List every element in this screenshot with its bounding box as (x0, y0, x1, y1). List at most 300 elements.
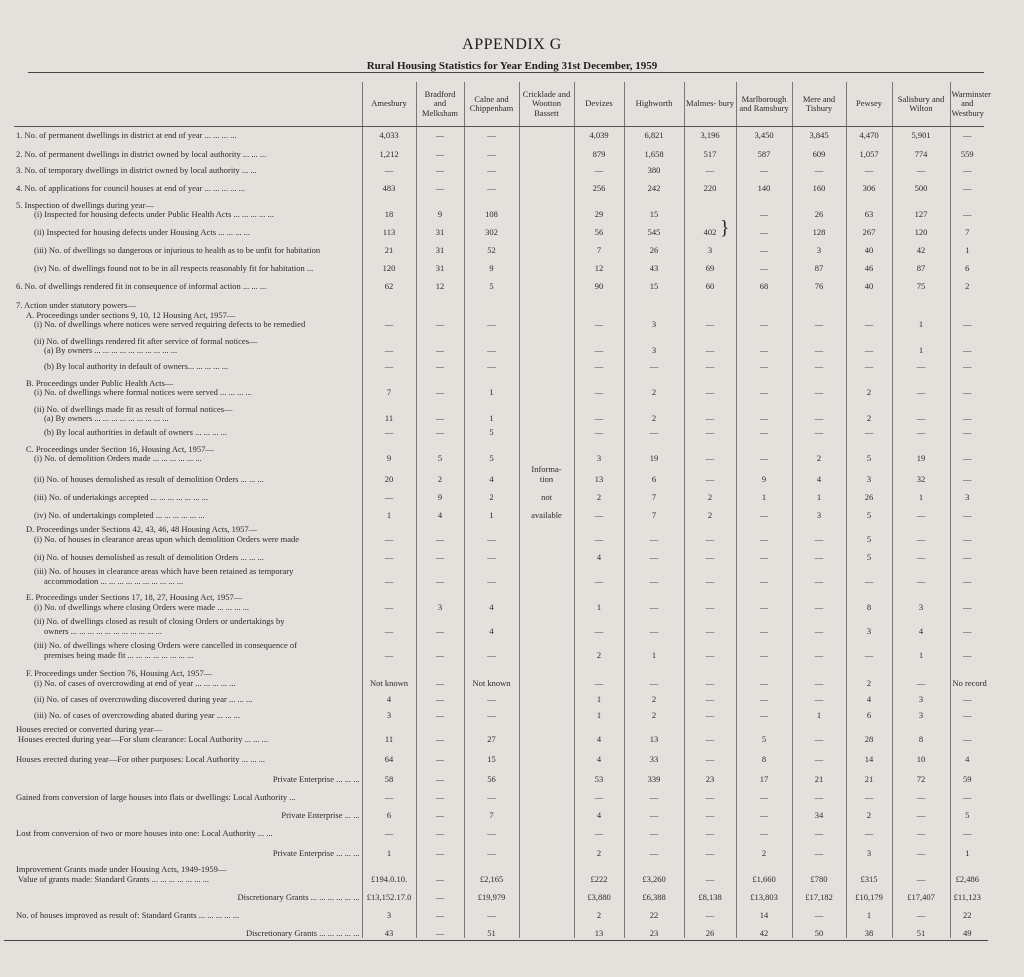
cricklade-note (522, 464, 572, 484)
row-label (14, 838, 362, 858)
data-cell: — (574, 160, 624, 176)
row-label (14, 238, 362, 256)
row-label-line: Discretionary Grants ... ... ... ... ... ... (237, 891, 360, 902)
data-cell: — (464, 127, 519, 141)
data-cell: — (624, 838, 684, 858)
row-label-line: premises being made fit ... ... ... ... ... ... ... ... (44, 649, 194, 660)
data-cell: 2 (574, 484, 624, 502)
data-cell (519, 744, 574, 764)
row-label (14, 902, 362, 920)
data-cell: 32 (892, 464, 950, 484)
data-cell: — (574, 562, 624, 586)
data-cell: 23 (624, 920, 684, 938)
data-cell: — (574, 612, 624, 636)
row-label (14, 256, 362, 274)
data-cell: 587 (736, 141, 792, 160)
data-cell: 23 (684, 764, 736, 784)
data-cell: 5 (464, 424, 519, 438)
data-cell: 1 (574, 586, 624, 612)
data-cell: 4,039 (574, 127, 624, 141)
data-cell: 7 (624, 484, 684, 502)
data-cell: — (736, 220, 792, 238)
bottom-rule (4, 940, 988, 941)
row-label (14, 220, 362, 238)
data-cell: 483 (362, 176, 416, 194)
data-cell: — (950, 636, 984, 660)
data-cell: 2 (624, 704, 684, 720)
data-cell: — (362, 520, 416, 544)
data-cell: — (684, 520, 736, 544)
data-cell: — (792, 744, 846, 764)
data-cell (519, 520, 574, 544)
data-cell: £10,179 (846, 884, 892, 902)
data-cell: — (416, 764, 464, 784)
table-row (14, 292, 984, 330)
column-header: Marlborough and Ramsbury (736, 82, 792, 127)
row-label-line: (ii) No. of cases of overcrowding discovered during year ... ... ... (34, 693, 253, 704)
data-cell: 64 (362, 744, 416, 764)
data-cell: 53 (574, 764, 624, 784)
table-row (14, 636, 984, 660)
data-cell: — (950, 160, 984, 176)
data-cell: — (684, 544, 736, 562)
cricklade-note-line: available (531, 509, 562, 520)
row-label-line: E. Proceedings under Sections 17, 18, 27, Housing Act, 1957— (26, 592, 243, 603)
data-cell: 380 (624, 160, 684, 176)
table-row (14, 502, 984, 520)
table-row (14, 884, 984, 902)
data-cell: — (464, 784, 519, 802)
row-label (14, 194, 362, 220)
data-cell: £315 (846, 858, 892, 884)
row-label-line: owners ... ... ... ... ... ... ... ... ... ... ... (44, 625, 163, 636)
data-cell: 2 (574, 838, 624, 858)
data-cell: £1,660 (736, 858, 792, 884)
data-cell: 774 (892, 141, 950, 160)
data-cell: 3 (846, 838, 892, 858)
data-cell: — (950, 176, 984, 194)
data-cell: 4,470 (846, 127, 892, 141)
data-cell: — (416, 744, 464, 764)
row-label-line: (i) No. of dwellings where formal notices were served ... ... ... ... (34, 387, 252, 398)
cricklade-note (522, 492, 572, 502)
column-header: Highworth (624, 82, 684, 127)
row-label-line: (i) Inspected for housing defects under Public Health Acts ... ... ... ... ... (34, 209, 274, 220)
data-cell: — (846, 424, 892, 438)
data-cell (519, 372, 574, 398)
data-cell: 21 (792, 764, 846, 784)
data-cell: — (416, 520, 464, 544)
data-cell: 5 (950, 802, 984, 820)
row-label (14, 502, 362, 520)
data-cell: — (950, 784, 984, 802)
data-cell: 7 (362, 372, 416, 398)
data-cell: 3,450 (736, 127, 792, 141)
row-label (14, 127, 362, 141)
data-cell: — (684, 660, 736, 688)
data-cell: 1 (846, 902, 892, 920)
data-cell: — (792, 612, 846, 636)
data-cell: 220 (684, 176, 736, 194)
data-cell: — (574, 398, 624, 424)
data-cell: — (464, 356, 519, 372)
data-cell: — (624, 356, 684, 372)
data-cell: 140 (736, 176, 792, 194)
data-cell: £6,388 (624, 884, 684, 902)
data-cell: — (792, 660, 846, 688)
data-cell: — (464, 820, 519, 838)
data-cell: — (624, 802, 684, 820)
row-label (14, 544, 362, 562)
data-cell: — (846, 330, 892, 356)
data-cell: 3 (574, 438, 624, 464)
data-cell: 128 (792, 220, 846, 238)
data-cell: — (736, 330, 792, 356)
data-cell: 5 (464, 274, 519, 292)
table-row (14, 858, 984, 884)
table-row (14, 256, 984, 274)
data-cell: — (362, 330, 416, 356)
data-cell: 2 (416, 464, 464, 484)
data-cell: — (892, 838, 950, 858)
data-cell: 4 (464, 586, 519, 612)
data-cell: — (624, 586, 684, 612)
data-cell: 5 (846, 502, 892, 520)
data-cell: 4 (846, 688, 892, 704)
data-cell: — (574, 784, 624, 802)
data-cell: — (684, 820, 736, 838)
data-cell: — (950, 612, 984, 636)
data-cell: No record (950, 660, 984, 688)
data-cell: — (684, 356, 736, 372)
row-label (14, 764, 362, 784)
data-cell: 4 (892, 612, 950, 636)
data-cell: 68 (736, 274, 792, 292)
data-cell: 50 (792, 920, 846, 938)
data-cell: — (416, 858, 464, 884)
data-cell: 6 (362, 802, 416, 820)
data-cell: — (416, 838, 464, 858)
row-label (14, 744, 362, 764)
row-label-line: Houses erected during year—For other purposes: Local Authority ... ... ... (16, 753, 266, 764)
data-cell: 5 (846, 520, 892, 544)
data-cell: — (574, 520, 624, 544)
data-cell: 2 (736, 838, 792, 858)
data-cell: — (736, 784, 792, 802)
data-cell: 17 (736, 764, 792, 784)
row-label (14, 356, 362, 372)
data-cell: — (684, 636, 736, 660)
data-cell: 62 (362, 274, 416, 292)
table-row (14, 372, 984, 398)
data-cell: 87 (792, 256, 846, 274)
table-row (14, 744, 984, 764)
column-header: Malmes- bury (684, 82, 736, 127)
data-cell: — (416, 884, 464, 902)
data-cell: £194.0.10. (362, 858, 416, 884)
data-cell (519, 612, 574, 636)
data-cell: — (362, 356, 416, 372)
data-cell: 4 (574, 802, 624, 820)
data-cell: — (950, 398, 984, 424)
data-cell (519, 256, 574, 274)
data-cell: — (574, 820, 624, 838)
data-cell: 2 (624, 398, 684, 424)
data-cell: — (574, 292, 624, 330)
table-row (14, 330, 984, 356)
row-label-line: (i) No. of dwellings where closing Orders were made ... ... ... ... (34, 601, 250, 612)
table-row (14, 220, 984, 238)
data-cell: — (362, 484, 416, 502)
data-cell: — (464, 838, 519, 858)
data-cell: 2 (846, 398, 892, 424)
data-cell: 11 (362, 398, 416, 424)
data-cell: — (950, 127, 984, 141)
data-cell (519, 784, 574, 802)
data-cell: — (684, 720, 736, 744)
row-label-line: (iii) No. of cases of overcrowding abated during year ... ... ... (34, 709, 241, 720)
data-cell: 1 (792, 484, 846, 502)
column-header: Pewsey (846, 82, 892, 127)
data-cell: 12 (416, 274, 464, 292)
data-cell: — (416, 176, 464, 194)
data-cell: — (950, 292, 984, 330)
data-cell: 59 (950, 764, 984, 784)
data-cell (519, 884, 574, 902)
data-cell: — (684, 902, 736, 920)
data-cell: — (892, 544, 950, 562)
row-label (14, 141, 362, 160)
data-cell: — (736, 238, 792, 256)
data-cell: 6 (846, 704, 892, 720)
data-cell: 1 (464, 398, 519, 424)
data-cell: 1 (624, 636, 684, 660)
data-cell: — (792, 330, 846, 356)
data-cell: 18 (362, 194, 416, 220)
data-cell: — (892, 562, 950, 586)
data-cell: 609 (792, 141, 846, 160)
row-label-line: 4. No. of applications for council houses at end of year ... ... ... ... ... (16, 183, 245, 194)
data-cell: — (792, 820, 846, 838)
row-label-line: 3. No. of temporary dwellings in district owned by local authority ... ... (16, 165, 257, 176)
data-cell (519, 838, 574, 858)
data-cell: — (792, 372, 846, 398)
data-cell: — (684, 838, 736, 858)
data-cell: 1,057 (846, 141, 892, 160)
row-label-line: 7. Action under statutory powers— (16, 300, 136, 311)
data-cell: — (792, 398, 846, 424)
row-label-line: (ii) No. of dwellings closed as result of closing Orders or undertakings by (34, 616, 285, 627)
data-cell: 4 (464, 464, 519, 484)
row-label-line: F. Proceedings under Section 76, Housing Act, 1957— (26, 668, 213, 679)
row-label (14, 330, 362, 356)
data-cell: — (736, 194, 792, 220)
data-cell (519, 220, 574, 238)
row-label-line: 5. Inspection of dwellings during year— (16, 199, 154, 210)
data-cell: — (846, 356, 892, 372)
data-cell: 5 (464, 438, 519, 464)
data-cell: — (736, 820, 792, 838)
column-header: Calne and Chippenham (464, 82, 519, 127)
table-row (14, 127, 984, 141)
row-label-line: (ii) Inspected for housing defects under Housing Acts ... ... ... ... (34, 227, 250, 238)
data-cell (519, 764, 574, 784)
row-label-line: D. Proceedings under Sections 42, 43, 46, 48 Housing Acts, 1957— (26, 524, 258, 535)
table-row (14, 820, 984, 838)
data-cell: — (950, 544, 984, 562)
data-cell: 1 (892, 330, 950, 356)
table-row (14, 274, 984, 292)
data-cell (519, 141, 574, 160)
row-label-line: Discretionary Grants ... ... ... ... ... (245, 927, 360, 938)
data-cell: 4 (416, 502, 464, 520)
data-cell: 8 (736, 744, 792, 764)
row-label-line: (iv) No. of undertakings completed ... ... ... ... ... ... (34, 509, 205, 520)
data-cell: £222 (574, 858, 624, 884)
data-cell: — (464, 704, 519, 720)
table-row (14, 586, 984, 612)
row-label-line: (iv) No. of dwellings found not to be in all respects reasonably fit for habitation ... (34, 263, 314, 274)
data-cell: — (792, 720, 846, 744)
data-cell: 5,901 (892, 127, 950, 141)
data-cell: — (416, 127, 464, 141)
data-cell: 46 (846, 256, 892, 274)
data-cell: 26 (684, 920, 736, 938)
table-row (14, 660, 984, 688)
data-cell: — (736, 704, 792, 720)
cricklade-note-line: not (541, 491, 552, 502)
table-row (14, 424, 984, 438)
data-cell: 9 (464, 256, 519, 274)
data-cell: 256 (574, 176, 624, 194)
data-cell: 11 (362, 720, 416, 744)
data-cell: 26 (846, 484, 892, 502)
data-cell: — (792, 160, 846, 176)
data-cell: 58 (362, 764, 416, 784)
table-row (14, 838, 984, 858)
data-cell: 63 (846, 194, 892, 220)
row-label-line: C. Proceedings under Section 16, Housing Act, 1957— (26, 443, 214, 454)
data-cell: 76 (792, 274, 846, 292)
row-label-line: Improvement Grants made under Housing Acts, 1949-1959— (16, 864, 227, 875)
data-cell: — (736, 802, 792, 820)
row-label (14, 424, 362, 438)
data-cell: — (684, 744, 736, 764)
row-label-line: Value of grants made: Standard Grants ... ... ... ... ... ... ... (18, 873, 209, 884)
data-cell: 6,821 (624, 127, 684, 141)
data-cell: 4 (362, 688, 416, 704)
data-cell: 8 (846, 586, 892, 612)
data-cell: 20 (362, 464, 416, 484)
data-cell: 113 (362, 220, 416, 238)
data-cell: — (362, 820, 416, 838)
table-body (14, 127, 987, 938)
data-cell: 2 (846, 802, 892, 820)
data-cell: — (416, 160, 464, 176)
data-cell: — (736, 356, 792, 372)
data-cell: — (792, 356, 846, 372)
data-cell: — (416, 636, 464, 660)
data-cell: 3 (684, 238, 736, 256)
data-cell: 13 (574, 464, 624, 484)
row-label (14, 820, 362, 838)
data-cell: 26 (624, 238, 684, 256)
row-label-line: (iii) No. of houses in clearance areas which have been retained as temporary (34, 566, 294, 577)
data-cell: £17,182 (792, 884, 846, 902)
data-cell: — (624, 544, 684, 562)
data-cell: 127 (892, 194, 950, 220)
data-cell: — (574, 372, 624, 398)
row-label (14, 636, 362, 660)
row-label-line: (i) No. of demolition Orders made ... ... ... ... ... ... (34, 453, 202, 464)
row-label-line: 1. No. of permanent dwellings in district at end of year ... ... ... ... (16, 130, 237, 141)
data-cell: 2 (846, 372, 892, 398)
data-cell: 2 (950, 274, 984, 292)
data-cell: — (846, 784, 892, 802)
malmesbury-brace: } (719, 216, 730, 239)
data-cell: — (416, 720, 464, 744)
table-row (14, 160, 984, 176)
data-cell: — (950, 438, 984, 464)
row-label (14, 160, 362, 176)
data-cell: 56 (464, 764, 519, 784)
data-cell: — (736, 160, 792, 176)
data-cell: 2 (464, 484, 519, 502)
data-cell (684, 194, 736, 220)
row-label-line: (b) By local authority in default of owners... ... ... ... ... (44, 361, 229, 372)
data-cell: 2 (624, 372, 684, 398)
data-cell: 28 (846, 720, 892, 744)
data-cell: — (362, 784, 416, 802)
table-row (14, 520, 984, 544)
data-cell: — (892, 802, 950, 820)
data-cell: £780 (792, 858, 846, 884)
row-label (14, 484, 362, 502)
table-row (14, 720, 984, 744)
data-cell: 120 (892, 220, 950, 238)
data-cell: Not known (362, 660, 416, 688)
data-cell: 3,845 (792, 127, 846, 141)
data-cell: 1 (950, 838, 984, 858)
data-cell: — (684, 802, 736, 820)
data-cell: — (574, 330, 624, 356)
data-cell: 9 (362, 438, 416, 464)
data-cell: £3,880 (574, 884, 624, 902)
data-cell: 7 (950, 220, 984, 238)
column-header: Salisbury and Wilton (892, 82, 950, 127)
data-cell: £2,165 (464, 858, 519, 884)
table-row (14, 802, 984, 820)
data-cell (519, 438, 574, 464)
data-cell: 31 (416, 220, 464, 238)
row-label-line: (b) By local authorities in default of owners ... ... ... ... (44, 427, 227, 438)
data-cell (519, 356, 574, 372)
data-cell: — (464, 292, 519, 330)
data-cell: — (792, 586, 846, 612)
row-label-line: accommodation ... ... ... ... ... ... ... ... ... ... (44, 575, 184, 586)
data-cell (519, 544, 574, 562)
data-cell: 13 (574, 920, 624, 938)
data-cell: £11,123 (950, 884, 984, 902)
row-label (14, 612, 362, 636)
data-cell: — (464, 636, 519, 660)
data-cell: 90 (574, 274, 624, 292)
data-cell: 15 (624, 194, 684, 220)
data-cell: 3 (362, 902, 416, 920)
data-cell: — (416, 612, 464, 636)
data-cell: — (464, 562, 519, 586)
data-cell: — (574, 424, 624, 438)
